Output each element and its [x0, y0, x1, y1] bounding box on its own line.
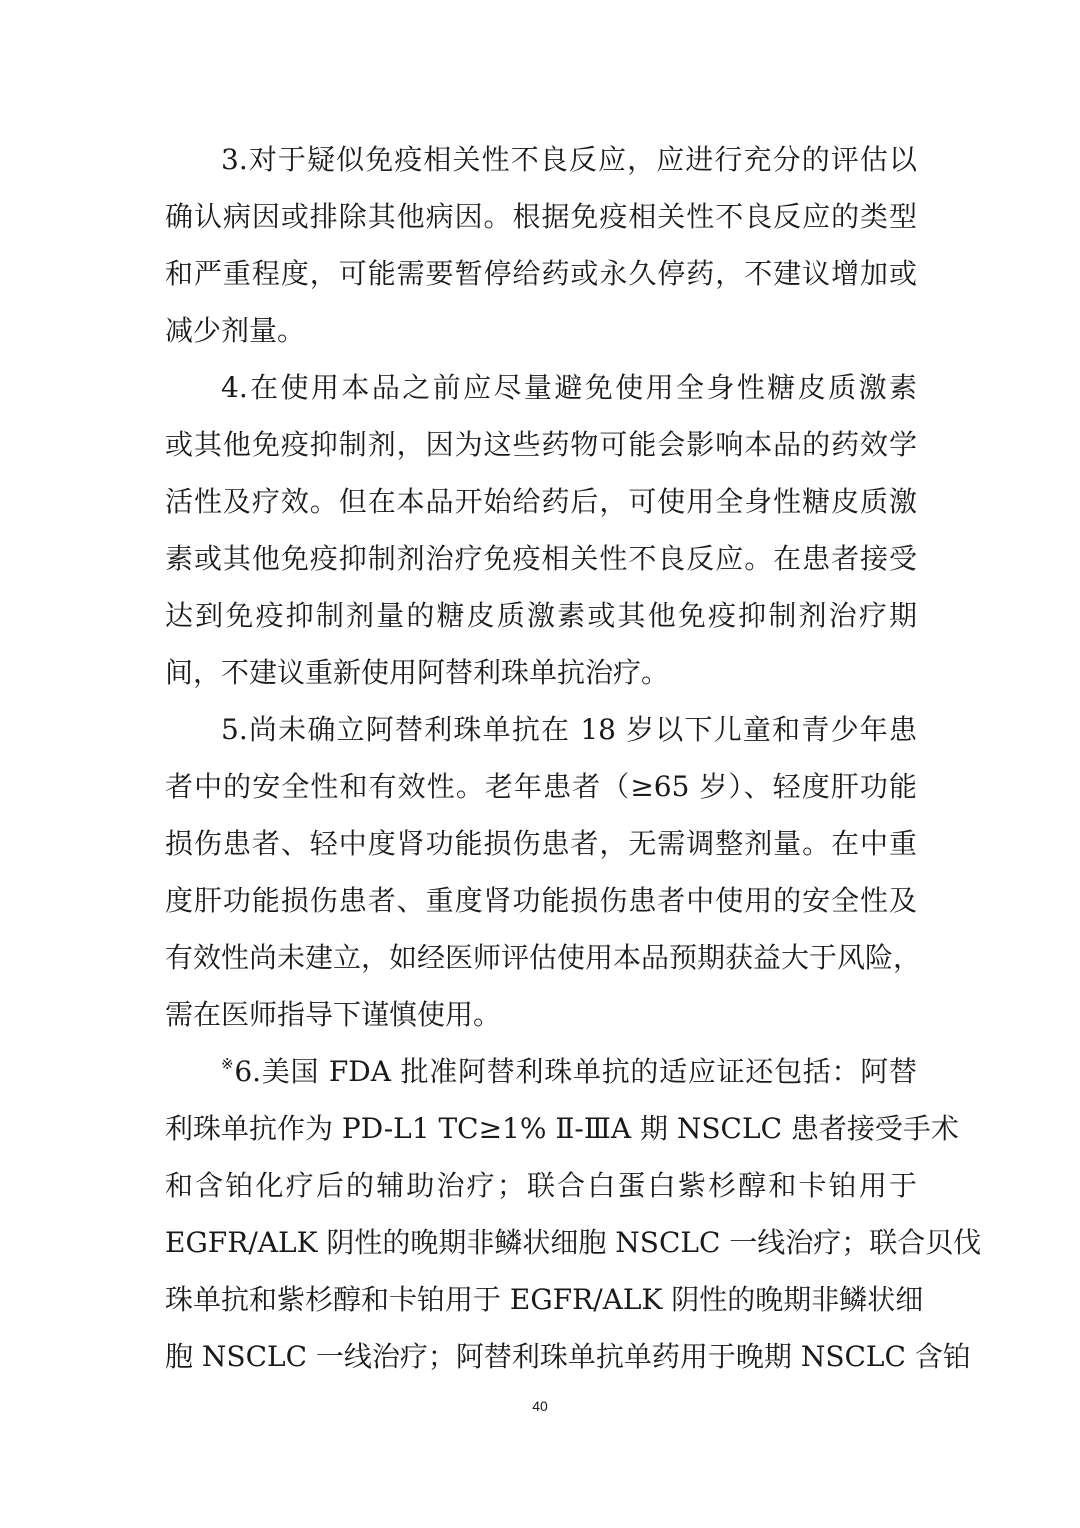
text-line — [165, 1043, 917, 1100]
text-line: 需在医师指导下谨慎使用。 — [165, 998, 502, 1031]
reference-marker: ※ — [221, 1055, 235, 1073]
text-line: 珠单抗和紫杉醇和卡铂用于 EGFR/ALK 阴性的晚期非鳞状细 — [165, 1283, 924, 1316]
paragraph-item-5 — [165, 701, 922, 1043]
text-line: 减少剂量。 — [165, 314, 306, 347]
text-line: EGFR/ALK 阴性的晚期非鳞状细胞 NSCLC 一线治疗；联合贝伐 — [165, 1226, 982, 1259]
text-line: 胞 NSCLC 一线治疗；阿替利珠单抗单药用于晚期 NSCLC 含铂 — [165, 1340, 971, 1373]
text-line: 有效性尚未建立，如经医师评估使用本品预期获益大于风险， — [165, 941, 922, 974]
paragraph-item-4 — [165, 359, 917, 701]
text-line: 间，不建议重新使用阿替利珠单抗治疗。 — [165, 656, 670, 689]
text-line: 5.尚未确立阿替利珠单抗在 18 岁以下儿童和青少年患 — [221, 713, 917, 746]
text-line: 3.对于疑似免疫相关性不良反应，应进行充分的评估以 — [221, 143, 917, 176]
text-line: 和含铂化疗后的辅助治疗；联合白蛋白紫杉醇和卡铂用于 — [165, 1169, 917, 1202]
page-number: 40 — [532, 1398, 548, 1414]
text-line: 达到免疫抑制剂量的糖皮质激素或其他免疫抑制剂治疗期 — [165, 599, 917, 632]
body-text — [165, 131, 982, 1385]
text-line: 4.在使用本品之前应尽量避免使用全身性糖皮质激素 — [221, 371, 917, 404]
paragraph-item-3 — [165, 131, 917, 359]
text-line: 或其他免疫抑制剂，因为这些药物可能会影响本品的药效学 — [165, 428, 917, 461]
text-line: 者中的安全性和有效性。老年患者（≥65 岁）、轻度肝功能 — [165, 770, 917, 803]
text-line: 素或其他免疫抑制剂治疗免疫相关性不良反应。在患者接受 — [165, 542, 917, 575]
text-line: 度肝功能损伤患者、重度肾功能损伤患者中使用的安全性及 — [165, 884, 917, 917]
text-line: 确认病因或排除其他病因。根据免疫相关性不良反应的类型 — [165, 200, 917, 233]
text-line: 利珠单抗作为 PD-L1 TC≥1% Ⅱ-ⅢA 期 NSCLC 患者接受手术 — [165, 1112, 959, 1145]
text-line: 活性及疗效。但在本品开始给药后，可使用全身性糖皮质激 — [165, 485, 917, 518]
text-line: 和严重程度，可能需要暂停给药或永久停药，不建议增加或 — [165, 257, 917, 290]
text-line-content: 6.美国 FDA 批准阿替利珠单抗的适应证还包括：阿替 — [234, 1055, 917, 1088]
text-line: 损伤患者、轻中度肾功能损伤患者，无需调整剂量。在中重 — [165, 827, 917, 860]
paragraph-item-6 — [165, 1043, 982, 1385]
